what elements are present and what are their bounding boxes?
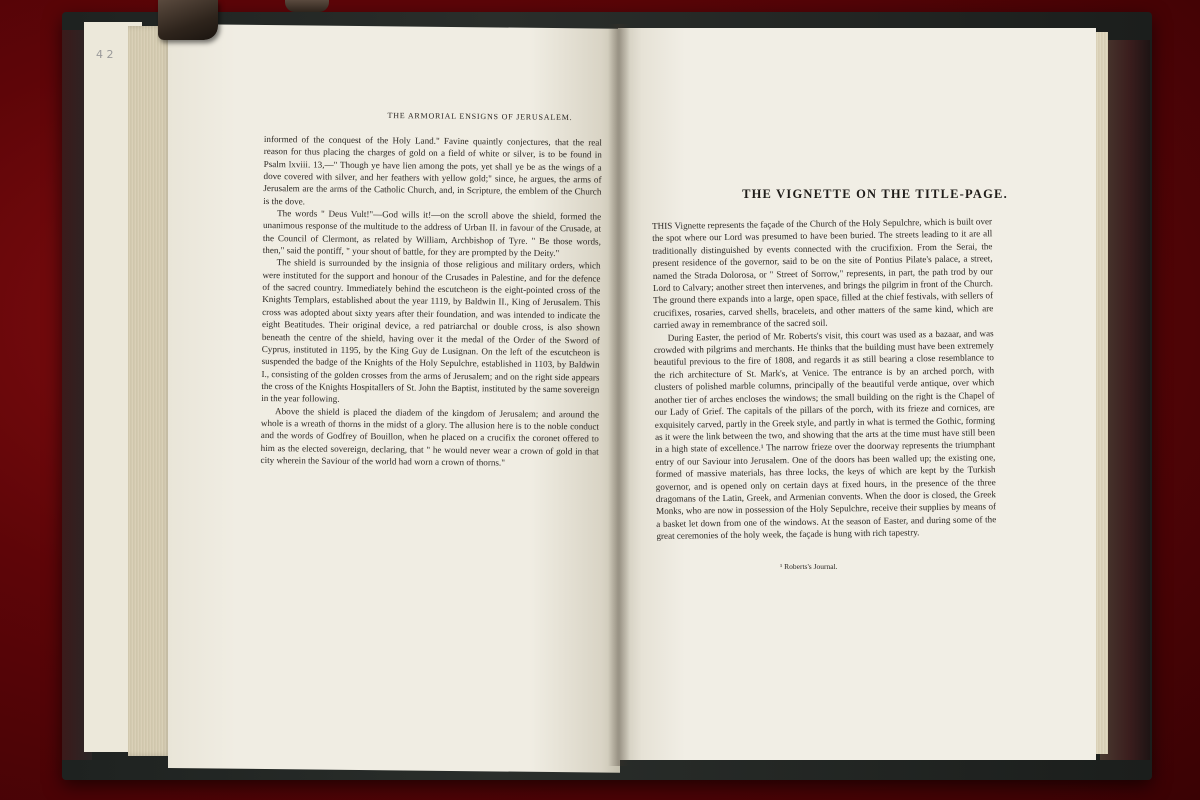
left-page-body: [261, 133, 602, 470]
running-head: THE ARMORIAL ENSIGNS OF JERUSALEM.: [387, 111, 573, 122]
left-paragraph: informed of the conquest of the Holy Land." Favine quaintly conjectures, that the real reason for thus placing the charges of gold on a field of white or silver, is to be found in Psalm lxviii. 13,—" Though ye have lien among the pots, yet shall ye be as the wings of a dove covered with silver, and her feathers with yellow gold;" since, he argues, the arms of Jerusalem are the arms of the Catholic Church, and, in Scripture, the emblem of the Church is the dove.: [263, 133, 602, 207]
right-paragraph: During Easter, the period of Mr. Roberts's visit, this court was used as a bazaar, and was crowded with pilgrims and merchants. He thinks that the building must have been extremely beautiful previous to the fire of 1808, and regards it as still bearing a close resemblance to the rich architecture of St. Mark's, at Venice. The entrance is by an arched porch, with clusters of polished marble columns, principally of the beautiful verde antique, over which another tier of arches encloses the windows; the small building on the right is the Chapel of our Lady of Grief. The capitals of the pillars of the porch, with its frieze and cornices, are exquisitely carved, partly in the Greek style, and partly in what is termed the Gothic, forming as it were the link between the two, and showing that the arts at the time must have still been in a high state of excellence.¹ The narrow frieze over the doorway represents the triumphant entry of our Saviour into Jerusalem. One of the doors has been walled up; the existing one, formed of massive materials, has three locks, the keys of which are kept by the Turkish governor, and is opened only on certain days at fixed hours, in the presence of the three dragomans of the Latin, Greek, and Armenian convents. When the door is closed, the Greek Monks, who are now in possession of the Holy Sepulchre, receive their supplies by means of a basket let down from one of the windows. At the season of Easter, and during some of the great ceremonies of the holy week, the façade is hung with rich tapestry.: [653, 327, 997, 542]
pencil-mark: 4 2: [96, 48, 114, 61]
right-paragraph: THIS Vignette represents the façade of the Church of the Holy Sepulchre, which is built over the spot where our Lord was presumed to have been buried. The streets leading to it are all traditionally distinguished by events connected with the crucifixion. From the Serai, the present residence of the governor, said to be on the site of Pontius Pilate's palace, a street, named the Strada Dolorosa, or " Street of Sorrow," represents, in part, the path trod by our Lord to Calvary; another street then intervenes, and brings the pilgrim in front of the Church. The ground there expands into a large, open space, filled at the chief festivals, with sellers of crucifixes, rosaries, carved shells, bracelets, and other matters of the same kind, which are carried away in remembrance of the sacred soil.: [652, 216, 994, 331]
book-clip-icon: [158, 0, 218, 40]
left-paragraph: The shield is surrounded by the insignia of those religious and military orders, which were instituted for the support and honour of the Crusades in Palestine, and for the defence of the sacred country. Immediately behind the escutcheon is the eight-pointed cross of the Knights Templars, established about the year 1119, by Baldwin II., King of Jerusalem. This cross was adopted about sixty years after their foundation, and was intended to indicate the eight Beatitudes. Their original device, a red patriarchal or double cross, is also shown beneath the centre of the shield, having over it the medal of the Order of the Sword of Cyprus, instituted in 1195, by the King Guy de Lusignan. On the left of the escutcheon is suspended the badge of the Knights of the Holy Sepulchre, established in 1103, by Baldwin I., consisting of the golden crosses from the arms of Jerusalem; and on the right side appears the cross of the Knights Hospitallers of St. John the Baptist, instituted by the same sovereign in the year following.: [261, 257, 601, 405]
left-paragraph: Above the shield is placed the diadem of the kingdom of Jerusalem; and around the whole is a wreath of thorns in the midst of a glory. The allusion here is to the noble conduct and the words of Godfrey of Bouillon, when he placed on a crucifix the coronet offered to him as the elected sovereign, declaring, that " he would never wear a crown of gold in that city wherein the Saviour of the world had worn a crown of thorns.": [260, 405, 600, 468]
page-stack-left: [128, 26, 172, 756]
book-gutter: [608, 24, 630, 766]
footnote: ¹ Roberts's Journal.: [780, 562, 838, 571]
book-clip-small-icon: [285, 0, 329, 12]
left-paragraph: The words " Deus Vult!"—God wills it!—on the scroll above the shield, formed the unanimous response of the multitude to the address of Urban II. in favour of the Crusade, at the Council of Clermont, as related by William, Archbishop of Tyre. " Be those words, then," said the pontiff, " your shout of battle, for they are prompted by the Deity.": [262, 208, 602, 259]
right-page-body: [652, 215, 996, 542]
page-title: THE VIGNETTE ON THE TITLE-PAGE.: [742, 187, 1008, 201]
